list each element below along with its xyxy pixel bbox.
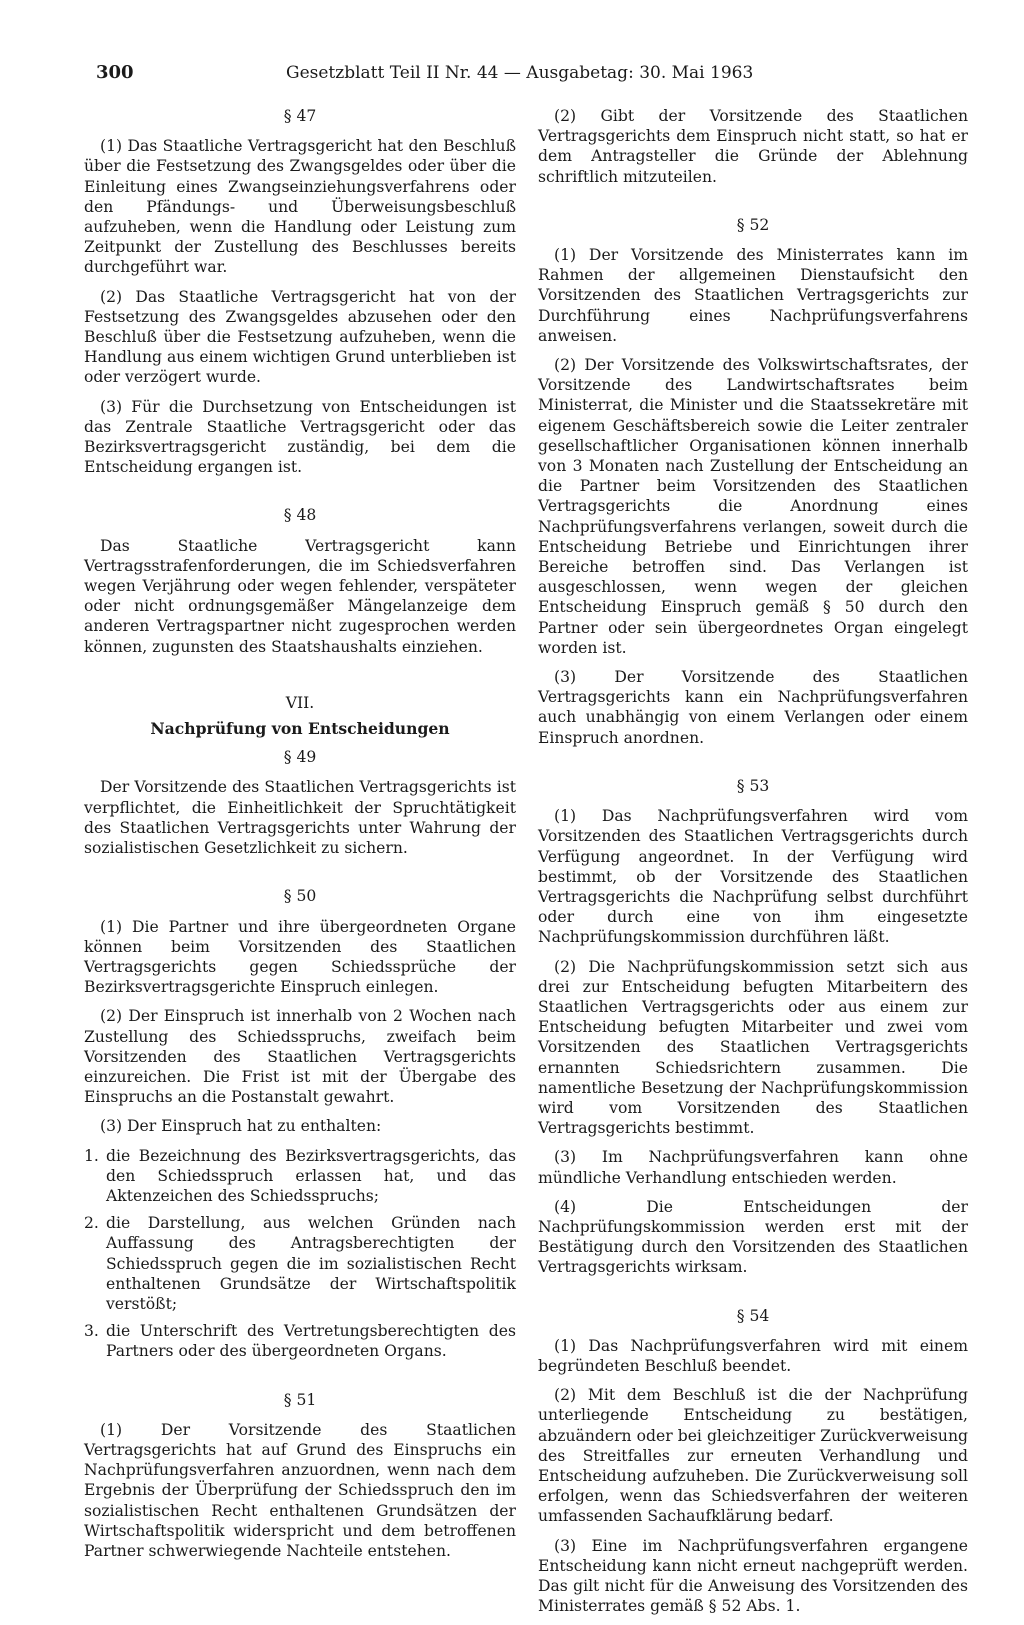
list-text: die Bezeichnung des Bezirksvertragsgerichts, das den Schiedsspruch erlassen hat, und das Aktenzeichen des Schiedsspruchs; (106, 1146, 516, 1205)
list-text: die Unterschrift des Vertretungsberechtigten des Partners oder des übergeordneten Organs. (106, 1322, 516, 1361)
paragraph: (1) Der Vorsitzende des Staatlichen Vertragsgerichts hat auf Grund des Einspruchs ein Nachprüfungsverfahren anzuordnen, wenn nach dem Ergebnis der Überprüfung der Schiedsspruch den im sozialistischen Recht enthaltenen Grundsätzen der Wirtschaftspolitik widerspricht und dem betroffenen Partner schwerwiegende Nachteile entstehen. (84, 1420, 516, 1560)
left-column (84, 106, 516, 1570)
paragraph: (2) Mit dem Beschluß ist die der Nachprüfung unterliegende Entscheidung zu bestätigen, abzuändern oder bei gleichzeitiger Zurückverweisung des Streitfalles zur erneuten Verhandlung und Entscheidung aufzuheben. Die Zurückverweisung soll erfolgen, wenn das Schiedsverfahren der weiteren umfassenden Sachaufklärung bedarf. (538, 1386, 968, 1526)
chapter-title: Nachprüfung von Entscheidungen (150, 719, 450, 739)
paragraph: (1) Das Nachprüfungsverfahren wird mit einem begründeten Beschluß beendet. (538, 1336, 968, 1375)
paragraph: (2) Die Nachprüfungskommission setzt sich aus drei zur Entscheidung befugten Mitarbeitern des Staatlichen Vertragsgerichts oder aus einem zur Entscheidung befugten Mitarbeiter und zwei vom Vorsitzenden des Staatlichen Vertragsgerichts ernannten Schiedsrichtern zusammen. Die namentliche Besetzung der Nachprüfungskommission wird vom Vorsitzenden des Staatlichen Vertragsgerichts bestimmt. (538, 957, 968, 1138)
section-heading: § 50 (283, 887, 317, 906)
paragraph: (3) Für die Durchsetzung von Entscheidungen ist das Zentrale Staatliche Vertragsgericht oder das Bezirksvertragsgericht zuständig, bei dem die Entscheidung ergangen ist. (84, 397, 516, 477)
chapter-number: VII. (285, 693, 315, 712)
section-heading: § 49 (283, 748, 317, 767)
paragraph: (2) Der Vorsitzende des Volkswirtschaftsrates, der Vorsitzende des Landwirtschaftsrates beim Ministerrat, die Minister und die Staatssekretäre mit eigenem Geschäftsbereich sowie die Leiter zentraler gesellschaftlicher Organisationen können innerhalb von 3 Monaten nach Zustellung der Entscheidung an die Partner beim Vorsitzenden des Staatlichen Vertragsgerichts die Anordnung eines Nachprüfungsverfahrens verlangen, soweit durch die Entscheidung Betriebe und Einrichtungen ihrer Bereiche betroffen sind. Das Verlangen ist ausgeschlossen, wenn wegen der gleichen Entscheidung Einspruch gemäß § 50 durch den Partner oder sein übergeordnetes Organ eingelegt worden ist. (538, 356, 968, 657)
list-number: 1. (84, 1146, 99, 1165)
list-text: die Darstellung, aus welchen Gründen nach Auffassung des Antragsberechtigten der Schiedsspruch gegen die im sozialistischen Recht enthaltenen Grundsätze der Wirtschaftspolitik verstößt; (106, 1214, 516, 1313)
paragraph: (1) Der Vorsitzende des Ministerrates kann im Rahmen der allgemeinen Dienstaufsicht den Vorsitzenden des Staatlichen Vertragsgerichts zur Durchführung eines Nachprüfungsverfahrens anweisen. (538, 246, 968, 345)
page-number: 300 (96, 62, 134, 83)
gazette-title: Gesetzblatt Teil II Nr. 44 — Ausgabetag: 30. Mai 1963 (286, 63, 754, 83)
paragraph: (2) Gibt der Vorsitzende des Staatlichen Vertragsgerichts dem Einspruch nicht statt, so hat er dem Antragsteller die Gründe der Ablehnung schriftlich mitzuteilen. (538, 107, 968, 186)
section-heading: § 53 (736, 776, 770, 795)
section-heading: § 51 (283, 1390, 317, 1409)
list-item (84, 1321, 516, 1361)
list-number: 3. (84, 1322, 99, 1341)
paragraph: (1) Das Staatliche Vertragsgericht hat den Beschluß über die Festsetzung des Zwangsgeldes oder über die Einleitung eines Zwangseinziehungsverfahrens oder den Pfändungs- und Überweisungsbeschluß aufzuheben, wenn die Handlung oder Leistung zum Zeitpunkt der Zustellung des Beschlusses bereits durchgeführt war. (84, 137, 516, 277)
paragraph: (3) Der Einspruch hat zu enthalten: (100, 1117, 382, 1136)
paragraph: (4) Die Entscheidungen der Nachprüfungskommission werden erst mit der Bestätigung durch den Vorsitzenden des Staatlichen Vertragsgerichts wirksam. (538, 1197, 968, 1277)
paragraph: (3) Eine im Nachprüfungsverfahren ergangene Entscheidung kann nicht erneut nachgeprüft werden. Das gilt nicht für die Anweisung des Vorsitzenden des Ministerrates gemäß § 52 Abs. 1. (538, 1536, 968, 1616)
right-column (538, 106, 968, 1625)
paragraph: (2) Das Staatliche Vertragsgericht hat von der Festsetzung des Zwangsgeldes abzusehen oder den Beschluß über die Festsetzung aufzuheben, wenn die Handlung aus einem wichtigen Grund unterblieben ist oder verzögert wurde. (84, 287, 516, 387)
paragraph: (3) Im Nachprüfungsverfahren kann ohne mündliche Verhandlung entschieden werden. (538, 1148, 968, 1187)
section-heading: § 48 (283, 506, 317, 525)
list-item (84, 1146, 516, 1207)
paragraph: (3) Der Vorsitzende des Staatlichen Vertragsgerichts kann ein Nachprüfungsverfahren auch unabhängig von einem Verlangen oder einem Einspruch anordnen. (538, 668, 968, 747)
section-heading: § 52 (736, 215, 770, 234)
section-heading: § 47 (283, 107, 317, 125)
section-heading: § 54 (736, 1306, 770, 1325)
paragraph: (1) Die Partner und ihre übergeordneten Organe können beim Vorsitzenden des Staatlichen Vertragsgerichts gegen Schiedssprüche der Bezirksvertragsgerichte Einspruch einlegen. (84, 917, 516, 997)
paragraph: (1) Das Nachprüfungsverfahren wird vom Vorsitzenden des Staatlichen Vertragsgerichts durch Verfügung angeordnet. In der Verfügung wird bestimmt, ob der Vorsitzende des Staatlichen Vertragsgerichts die Nachprüfung selbst durchführt oder durch eine von ihm eingesetzte Nachprüfungskommission durchführen läßt. (538, 807, 968, 947)
paragraph: Das Staatliche Vertragsgericht kann Vertragsstrafenforderungen, die im Schiedsverfahren wegen Verjährung oder wegen fehlender, verspäteter oder nicht ordnungsgemäßer Mängelanzeige dem anderen Vertragspartner nicht zugesprochen werden können, zugunsten des Staatshaushalts einziehen. (84, 536, 516, 656)
paragraph: Der Vorsitzende des Staatlichen Vertragsgerichts ist verpflichtet, die Einheitlichkeit der Spruchtätigkeit des Staatlichen Vertragsgerichts unter Wahrung der sozialistischen Gesetzlichkeit zu sichern. (84, 778, 516, 858)
paragraph: (2) Der Einspruch ist innerhalb von 2 Wochen nach Zustellung des Schiedsspruchs, zweifach beim Vorsitzenden des Staatlichen Vertragsgerichts einzureichen. Die Frist ist mit der Übergabe des Einspruchs an die Postanstalt gewahrt. (84, 1007, 516, 1107)
list-item (84, 1213, 516, 1314)
list-number: 2. (84, 1214, 99, 1233)
